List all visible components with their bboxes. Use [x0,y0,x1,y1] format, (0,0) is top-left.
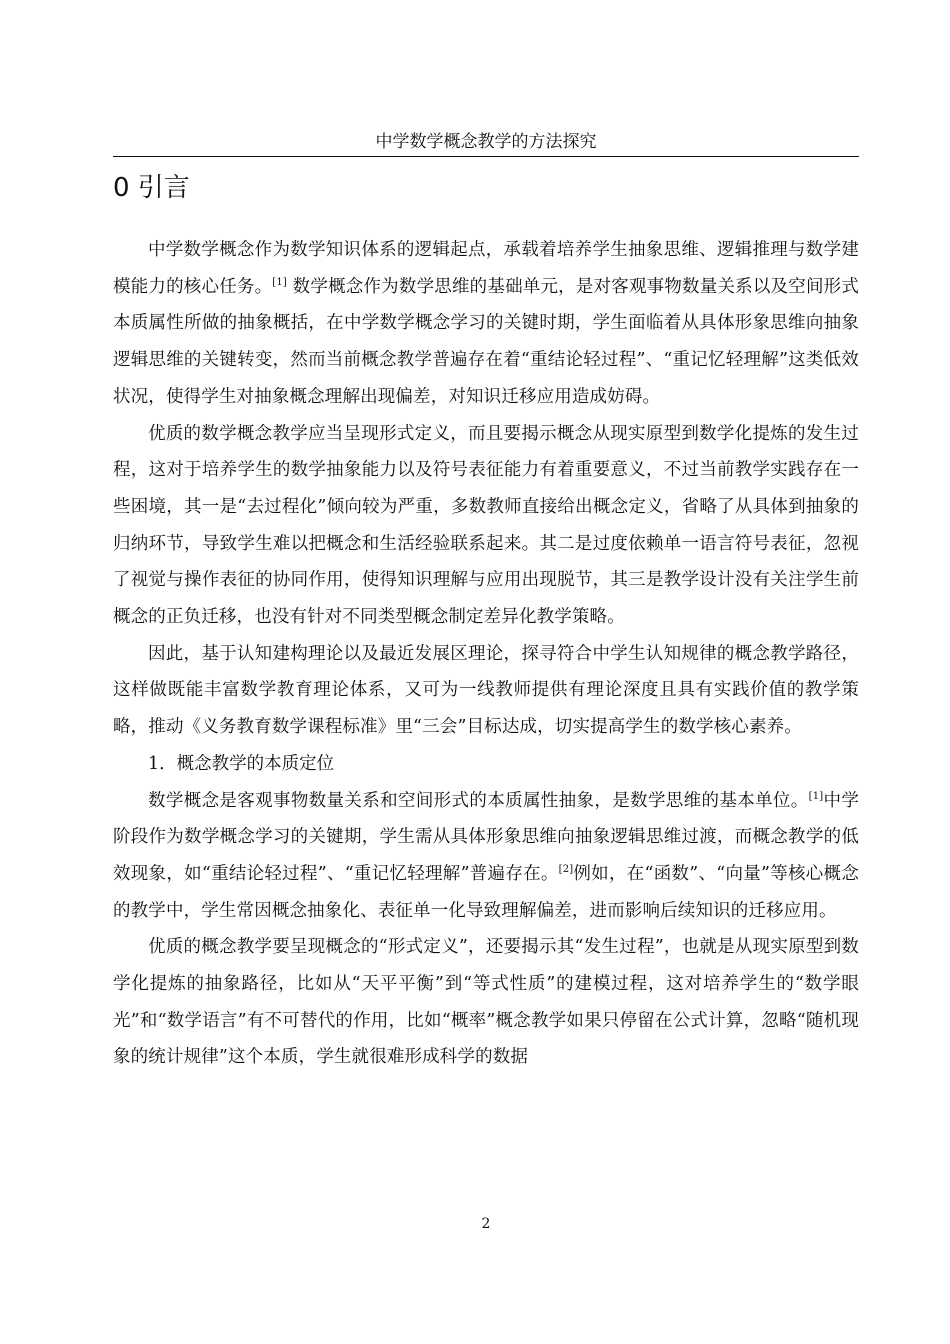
citation-ref: [2] [558,863,574,875]
paragraph-quality: 优质的数学概念教学应当呈现形式定义，而且要揭示概念从现实原型到数学化提炼的发生过程，这对于培养学生的数学抽象能力以及符号表征能力有着重要意义，不过当前教学实践存在一些困境，其一是“去过程化”倾向较为严重，多数教师直接给出概念定义，省略了从具体到抽象的归纳环节，导致学生难以把概念和生活经验联系起来。其二是过度依赖单一语言符号表征，忽视了视觉与操作表征的协同作用，使得知识理解与应用出现脱节，其三是教学设计没有关注学生前概念的正负迁移，也没有针对不同类型概念制定差异化教学策略。 [113,423,859,628]
page-number: 2 [481,1216,491,1232]
citation-ref: [1] [272,276,287,288]
paragraph-process: 优质的概念教学要呈现概念的“形式定义”，还要揭示其“发生过程”，也就是从现实原型到数学化提炼的抽象路径，比如从“天平平衡”到“等式性质”的建模过程，这对培养学生的“数学眼光”和“数学语言”有不可替代的作用，比如“概率”概念教学如果只停留在公式计算，忽略“随机现象的统计规律”这个本质，学生就很难形成科学的数据 [113,937,859,1068]
running-header: 中学数学概念教学的方法探究 [375,132,597,152]
paragraph-therefore: 因此，基于认知建构理论以及最近发展区理论，探寻符合中学生认知规律的概念教学路径，这样做既能丰富数学教育理论体系，又可为一线教师提供有理论深度且具有实践价值的教学策略，推动《义务教育数学课程标准》里“三会”目标达成，切实提高学生的数学核心素养。 [113,643,859,738]
paragraph-essence: 数学概念是客观事物数量关系和空间形式的本质属性抽象，是数学思维的基本单位。[1]中学阶段作为数学概念学习的关键期，学生需从具体形象思维向抽象逻辑思维过渡，而概念教学的低效现象，如“重结论轻过程”、“重记忆轻理解”普遍存在。[2]例如，在“函数”、“向量”等核心概念的教学中，学生常因概念抽象化、表征单一化导致理解偏差，进而影响后续知识的迁移应用。 [113,790,859,921]
citation-ref: [1] [808,790,824,802]
document-body [113,232,859,1076]
subsection-title: 1．概念教学的本质定位 [148,753,335,774]
section-title: 0 引言 [113,173,190,203]
paragraph-intro: 中学数学概念作为数学知识体系的逻辑起点，承载着培养学生抽象思维、逻辑推理与数学建模能力的核心任务。[1] 数学概念作为数学思维的基础单元，是对客观事物数量关系以及空间形式本质属性所做的抽象概括，在中学数学概念学习的关键时期，学生面临着从具体形象思维向抽象逻辑思维的关键转变，然而当前概念教学普遍存在着“重结论轻过程”、“重记忆轻理解”这类低效状况，使得学生对抽象概念理解出现偏差，对知识迁移应用造成妨碍。 [113,240,859,407]
header-rule [113,156,859,157]
